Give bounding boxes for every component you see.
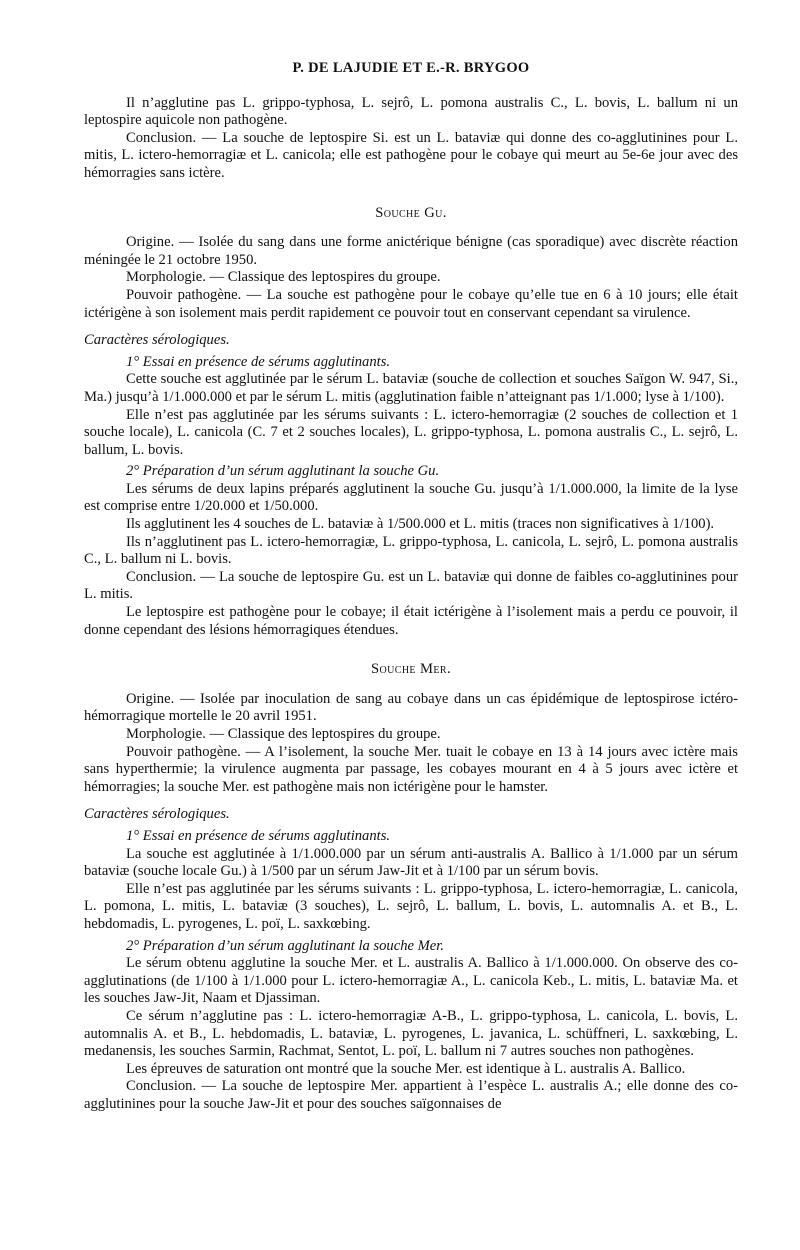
mer-preparation-paragraph-3: Les épreuves de saturation ont montré que la souche Mer. est identique à L. australis A. Ballico. bbox=[126, 1060, 686, 1077]
mer-conclusion: Conclusion. — La souche de leptospire Mer. appartient à l’espèce L. australis A.; elle donne des co-agglutinines pour la souche Jaw-Jit et pour des souches saïgonnaises de bbox=[84, 1078, 738, 1112]
gu-preparation-paragraph-3: Ils n’agglutinent pas L. ictero-hemorragiæ, L. grippo-typhosa, L. canicola, L. sejrô, L. pomona australis C., L. ballum ni L. bovis. bbox=[84, 533, 738, 568]
section-title-souche-gu: Souche Gu. bbox=[375, 204, 447, 221]
section-title-souche-mer: Souche Mer. bbox=[370, 661, 451, 678]
mer-morphologie: Morphologie. — Classique des leptospires du groupe. bbox=[126, 726, 441, 742]
gu-caracteres-serologiques: Caractères sérologiques. bbox=[84, 332, 230, 349]
mer-origine: Origine. — Isolée par inoculation de sang au cobaye dans un cas épidémique de leptospirose ictéro-hémorragique mortelle le 20 avril 1951. bbox=[84, 690, 738, 725]
mer-essai-paragraph-2: Elle n’est pas agglutinée par les sérums suivants : L. grippo-typhosa, L. ictero-hemorragiæ, L. canicola, L. pomona, L. mitis, L. bataviæ (3 souches), L. sejrô, L. ballum, L. bovis, L. automnalis A. et B., L. hebdomadis, L. pyrogenes, L. poï, L. saxkœbing. bbox=[84, 880, 738, 932]
running-header bbox=[84, 60, 738, 78]
mer-preparation-paragraph-2: Ce sérum n’agglutine pas : L. ictero-hemorragiæ A-B., L. grippo-typhosa, L. canicola, L. bovis, L. automnalis A. et B., L. hebdomadis, L. bataviæ, L. pyrogenes, L. javanica, L. schüffneri, L. saxkœbing, L. medanensis, les souches Sarmin, Rachmat, Sentot, L. poï, L. ballum ni 7 autres souches non pathogènes. bbox=[84, 1007, 738, 1060]
mer-preparation-title: 2° Préparation d’un sérum agglutinant la souche Mer. bbox=[126, 937, 444, 954]
paragraph-conclusion-si: Conclusion. — La souche de leptospire Si. est un L. bataviæ qui donne des co-agglutinines pour L. mitis, L. ictero-hemorragiæ et L. canicola; elle est pathogène pour le cobaye qui meurt au 5e-6e jour avec des hémorragies sans ictère. bbox=[84, 129, 738, 181]
gu-preparation-title: 2° Préparation d’un sérum agglutinant la souche Gu. bbox=[126, 463, 440, 480]
mer-pouvoir-pathogene: Pouvoir pathogène. — A l’isolement, la souche Mer. tuait le cobaye en 13 à 14 jours avec ictère mais sans hyperthermie; la virulence augmenta par passage, les cobayes mourant en 4 à 5 jours avec ictère et hémorragies; la souche Mer. est pathogène mais non ictérigène pour le hamster. bbox=[84, 743, 738, 795]
gu-final-paragraph: Le leptospire est pathogène pour le cobaye; il était ictérigène à l’isolement mais a perdu ce pouvoir, il donne cependant des lésions hémorragiques étendues. bbox=[84, 604, 738, 638]
gu-preparation-paragraph-1: Les sérums de deux lapins préparés agglutinent la souche Gu. jusqu’à 1/1.000.000, la limite de la lyse est comprise entre 1/20.000 et 1/50.000. bbox=[84, 480, 738, 515]
gu-morphologie: Morphologie. — Classique des leptospires du groupe. bbox=[126, 269, 441, 286]
gu-conclusion: Conclusion. — La souche de leptospire Gu. est un L. bataviæ qui donne de faibles co-agglutinines pour L. mitis. bbox=[84, 568, 738, 603]
gu-essai-paragraph-2: Elle n’est pas agglutinée par les sérums suivants : L. ictero-hemorragiæ (2 souches de collection et 1 souche locale), L. canicola (C. 7 et 2 souches locales), L. grippo-typhosa, L. pomona australis C., L. sejrô, L. ballum, L. bovis. bbox=[84, 406, 738, 458]
mer-essai-title: 1° Essai en présence de sérums agglutinants. bbox=[126, 827, 391, 844]
header-authors: P. DE LAJUDIE ET E.-R. BRYGOO bbox=[292, 60, 530, 76]
gu-pouvoir-pathogene: Pouvoir pathogène. — La souche est pathogène pour le cobaye qu’elle tue en 6 à 10 jours; elle était ictérigène à son isolement mais perdit rapidement ce pouvoir tout en conservant cependant sa virulence. bbox=[84, 286, 738, 321]
gu-preparation-paragraph-2: Ils agglutinent les 4 souches de L. bataviæ à 1/500.000 et L. mitis (traces non significatives à 1/100). bbox=[126, 516, 715, 533]
mer-preparation-paragraph-1: Le sérum obtenu agglutine la souche Mer. et L. australis A. Ballico à 1/1.000.000. On observe des co-agglutinations (de 1/100 à 1/1.000 pour L. ictero-hemorragiæ A., L. canicola Keb., L. mitis, L. bataviæ Ma. et les souches Jaw-Jit, Naam et Djassiman. bbox=[84, 955, 738, 1007]
mer-essai-paragraph-1: La souche est agglutinée à 1/1.000.000 par un sérum anti-australis A. Ballico à 1/1.000 par un sérum bataviæ (souche locale Gu.) à 1/500 par un sérum Jaw-Jit et à 1/100 par un sérum bovis. bbox=[84, 845, 738, 880]
gu-origine: Origine. — Isolée du sang dans une forme anictérique bénigne (cas sporadique) avec discrète réaction méningée le 21 octobre 1950. bbox=[84, 234, 738, 268]
mer-caracteres-serologiques: Caractères sérologiques. bbox=[84, 806, 230, 823]
gu-essai-title: 1° Essai en présence de sérums agglutinants. bbox=[126, 353, 391, 370]
gu-essai-paragraph-1: Cette souche est agglutinée par le sérum L. bataviæ (souche de collection et souches Saïgon W. 947, Si., Ma.) jusqu’à 1/1.000.000 et par le sérum L. mitis (agglutination faible n’atteignant pas 1/1.000; lyse à 1/100). bbox=[84, 371, 738, 405]
paragraph-agglutination-si: Il n’agglutine pas L. grippo-typhosa, L. sejrô, L. pomona australis C., L. bovis, L. ballum ni un leptospire aquicole non pathogène. bbox=[84, 94, 738, 129]
